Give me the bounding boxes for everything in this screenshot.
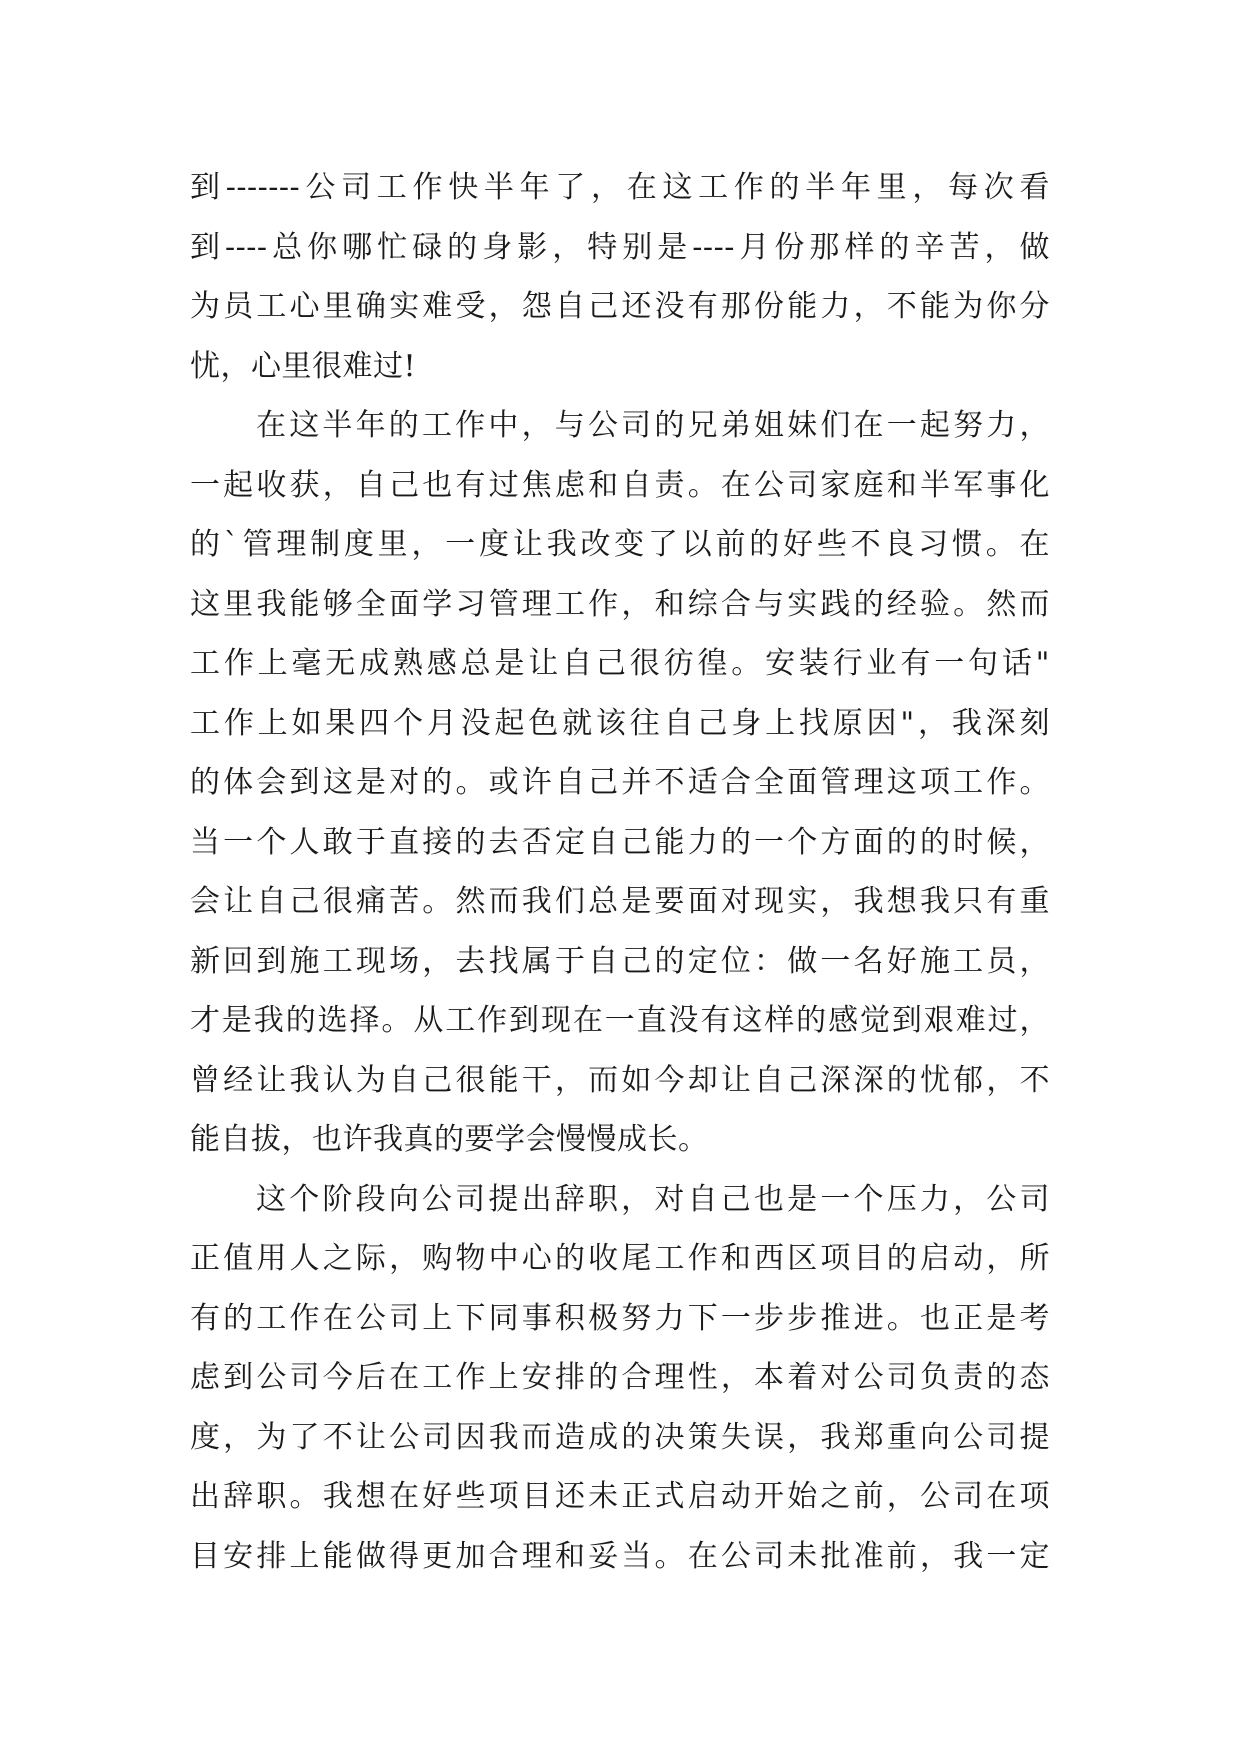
text-line: 会让自己很痛苦。然而我们总是要面对现实，我想我只有重 (190, 884, 1050, 919)
text-line: 这里我能够全面学习管理工作，和综合与实践的经验。然而 (190, 586, 1050, 622)
text-line: 曾经让我认为自己很能干，而如今却让自己深深的忧郁，不 (190, 1062, 1050, 1098)
text-line: 的体会到这是对的。或许自己并不适合全面管理这项工作。 (190, 765, 1050, 800)
text-line: 能自拔，也许我真的要学会慢慢成长。 (190, 1122, 709, 1157)
paragraph-1 (190, 158, 1050, 396)
text-line: 目安排上能做得更加合理和妥当。在公司未批准前，我一定 (190, 1538, 1050, 1574)
text-line: 到----总你哪忙碌的身影，特别是----月份那样的辛苦，做 (190, 229, 1050, 265)
text-line: 工作上如果四个月没起色就该往自己身上找原因"，我深刻 (190, 705, 1050, 741)
text-line: 正值用人之际，购物中心的收尾工作和西区项目的启动，所 (190, 1241, 1050, 1276)
text-line: 到-------公司工作快半年了，在这工作的半年里，每次看 (190, 170, 1050, 205)
text-line: 的`管理制度里，一度让我改变了以前的好些不良习惯。在 (190, 527, 1050, 562)
text-line: 度，为了不让公司因我而造成的决策失误，我郑重向公司提 (190, 1419, 1050, 1455)
text-line: 忧，心里很难过! (190, 348, 417, 384)
document-body (190, 158, 1050, 1586)
text-line: 为员工心里确实难受，怨自己还没有那份能力，不能为你分 (190, 289, 1050, 324)
paragraph-3 (190, 1170, 1050, 1587)
text-line: 在这半年的工作中，与公司的兄弟姐妹们在一起努力， (256, 408, 1050, 443)
paragraph-2 (190, 396, 1050, 1170)
text-line: 一起收获，自己也有过焦虑和自责。在公司家庭和半军事化 (190, 467, 1050, 503)
text-line: 新回到施工现场，去找属于自己的定位：做一名好施工员， (190, 943, 1050, 979)
text-line: 这个阶段向公司提出辞职，对自己也是一个压力，公司 (256, 1181, 1050, 1217)
text-line: 才是我的选择。从工作到现在一直没有这样的感觉到艰难过， (190, 1003, 1050, 1038)
text-line: 有的工作在公司上下同事积极努力下一步步推进。也正是考 (190, 1300, 1050, 1336)
text-line: 虑到公司今后在工作上安排的合理性，本着对公司负责的态 (190, 1360, 1050, 1395)
text-line: 出辞职。我想在好些项目还未正式启动开始之前，公司在项 (190, 1479, 1050, 1514)
text-line: 工作上毫无成熟感总是让自己很彷徨。安装行业有一句话" (190, 646, 1050, 681)
text-line: 当一个人敢于直接的去否定自己能力的一个方面的的时候， (190, 824, 1050, 860)
